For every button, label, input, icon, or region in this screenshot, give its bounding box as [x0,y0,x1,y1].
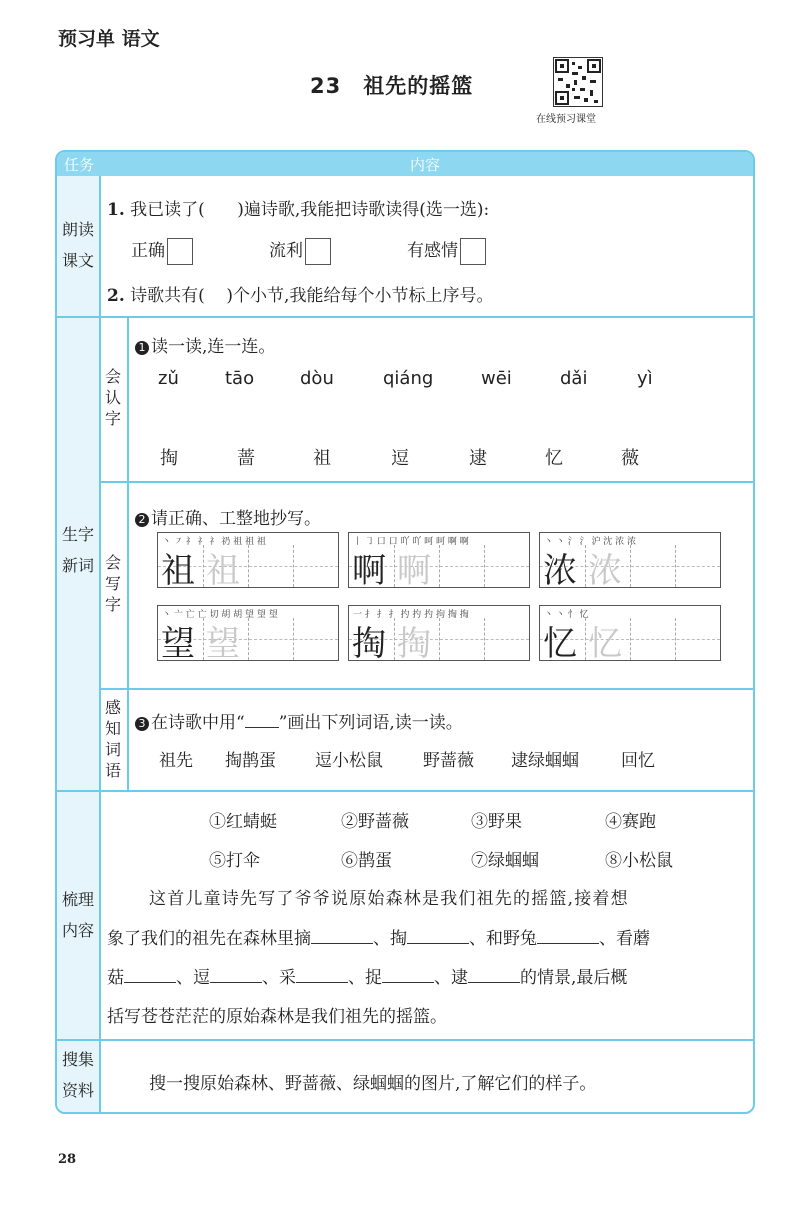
trace-char: 祖 [206,551,240,591]
pinyin-6[interactable]: dǎi [560,368,588,389]
writing-grid[interactable] [348,605,530,664]
lesson-number: 23 [310,74,342,98]
underline-sample [245,710,279,728]
question-2: 2. 诗歌共有( )个小节,我能给每个小节标上序号。 [107,286,494,306]
answer-blank[interactable] [296,965,348,983]
option-fluent: 流利 [269,236,331,265]
lesson-name: 祖先的摇篮 [363,74,474,98]
trace-char: 浓 [588,551,622,591]
table-header [57,152,753,176]
answer-blank[interactable] [537,926,599,944]
answer-blank[interactable] [407,926,469,944]
checkbox-correct[interactable] [167,238,193,265]
char-4[interactable]: 逗 [391,448,409,469]
word-6[interactable]: 回忆 [621,751,655,771]
checkbox-fluent[interactable] [305,238,331,265]
char-6[interactable]: 忆 [545,448,563,469]
item-3: 3 在诗歌中用“ ”画出下列词语,读一读。 [135,708,463,733]
answer-blank[interactable] [382,965,434,983]
header-task: 任务 [63,156,94,174]
model-char: 掏 [352,624,386,664]
divider [99,481,753,483]
answer-blank[interactable] [468,965,520,983]
pinyin-7[interactable]: yì [637,368,653,389]
divider [57,316,753,318]
char-2[interactable]: 蔷 [237,448,255,469]
model-char: 浓 [543,551,577,591]
summary-line-2: 象了我们的祖先在森林里摘 、掏 、和野兔 、看蘑 [107,924,650,949]
sub-divider [127,318,129,790]
option-1: ①红蜻蜓 [209,812,277,832]
model-char: 望 [161,624,195,664]
char-7[interactable]: 薇 [621,448,639,469]
section-label-reading: 朗读 课文 [61,220,94,270]
option-3: ③野果 [471,812,522,832]
word-3[interactable]: 逗小松鼠 [315,751,383,771]
writing-grid[interactable] [539,605,721,664]
divider [57,1039,753,1041]
section-label-new-words: 生字 新词 [61,525,94,575]
item-1: 1 读一读,连一连。 [135,332,275,357]
writing-grid[interactable] [157,532,339,591]
section-label-collect: 搜集 资料 [61,1050,94,1100]
option-5: ⑤打伞 [209,851,260,871]
model-char: 啊 [352,551,386,591]
trace-char: 啊 [397,551,431,591]
trace-char: 掏 [397,624,431,664]
stroke-order: 丨 ㇆ 口 口 吖 吖 呵 呵 啊 啊 [353,537,469,547]
word-4[interactable]: 野蔷薇 [423,751,474,771]
pinyin-5[interactable]: wēi [481,368,512,389]
summary-line-1: 这首儿童诗先写了爷爷说原始森林是我们祖先的摇篮,接着想 [149,889,629,909]
option-2: ②野蔷薇 [341,812,409,832]
section-label-summary: 梳理 内容 [61,890,94,940]
char-3[interactable]: 祖 [313,448,331,469]
summary-line-3: 菇 、逗 、采 、捉 、逮 的情景,最后概 [107,963,627,988]
word-5[interactable]: 逮绿蝈蝈 [511,751,579,771]
char-5[interactable]: 逮 [469,448,487,469]
model-char: 忆 [543,624,577,664]
stroke-order: 丶 亠 亡 亡 切 胡 胡 望 望 望 [162,610,278,620]
page-header: 预习单 语文 [58,28,160,50]
trace-char: 望 [206,624,240,664]
divider [99,688,753,690]
question-1: 1. 我已读了( )遍诗歌,我能把诗歌读得(选一选): [107,200,490,220]
qr-code-icon[interactable] [553,57,603,107]
header-content: 内容 [409,156,440,174]
stroke-order: 丶 ㇇ 礻 礻 礻 礽 祖 祖 祖 [162,537,266,547]
stroke-order: 丶 丶 忄 忆 [544,610,589,620]
sublabel-recognize: 会 认 字 [104,367,121,428]
char-1[interactable]: 掏 [160,448,178,469]
pinyin-1[interactable]: zǔ [158,368,179,389]
pinyin-2[interactable]: tāo [225,368,255,389]
stroke-order: 一 扌 扌 扌 扚 扚 扚 拘 掏 掏 [353,610,469,620]
sublabel-write: 会 写 字 [104,553,121,614]
lesson-title [310,70,473,100]
option-7: ⑦绿蝈蝈 [471,851,539,871]
model-char: 祖 [161,551,195,591]
divider [57,790,753,792]
item-2: 2 请正确、工整地抄写。 [135,504,321,529]
pinyin-3[interactable]: dòu [300,368,334,389]
answer-blank[interactable] [124,965,176,983]
option-emotional: 有感情 [407,236,486,265]
option-8: ⑧小松鼠 [605,851,673,871]
checkbox-emotional[interactable] [460,238,486,265]
answer-blank[interactable] [311,926,373,944]
word-1[interactable]: 祖先 [159,751,193,771]
trace-char: 忆 [588,624,622,664]
option-correct: 正确 [131,236,193,265]
collect-text: 搜一搜原始森林、野蔷薇、绿蝈蝈的图片,了解它们的样子。 [149,1074,597,1094]
summary-line-4: 括写苍苍茫茫的原始森林是我们祖先的摇篮。 [107,1007,447,1027]
page-number: 28 [58,1152,77,1167]
worksheet-table [55,150,755,1114]
pinyin-4[interactable]: qiáng [383,368,434,389]
answer-blank[interactable] [210,965,262,983]
option-4: ④赛跑 [605,812,656,832]
qr-label: 在线预习课堂 [536,114,596,125]
writing-grid[interactable] [157,605,339,664]
option-6: ⑥鹊蛋 [341,851,392,871]
writing-grid[interactable] [539,532,721,591]
writing-grid[interactable] [348,532,530,591]
word-2[interactable]: 掏鹊蛋 [225,751,276,771]
sublabel-words: 感 知 词 语 [104,698,121,780]
stroke-order: 丶 丶 氵 氵 沪 沈 浓 浓 [544,537,637,547]
